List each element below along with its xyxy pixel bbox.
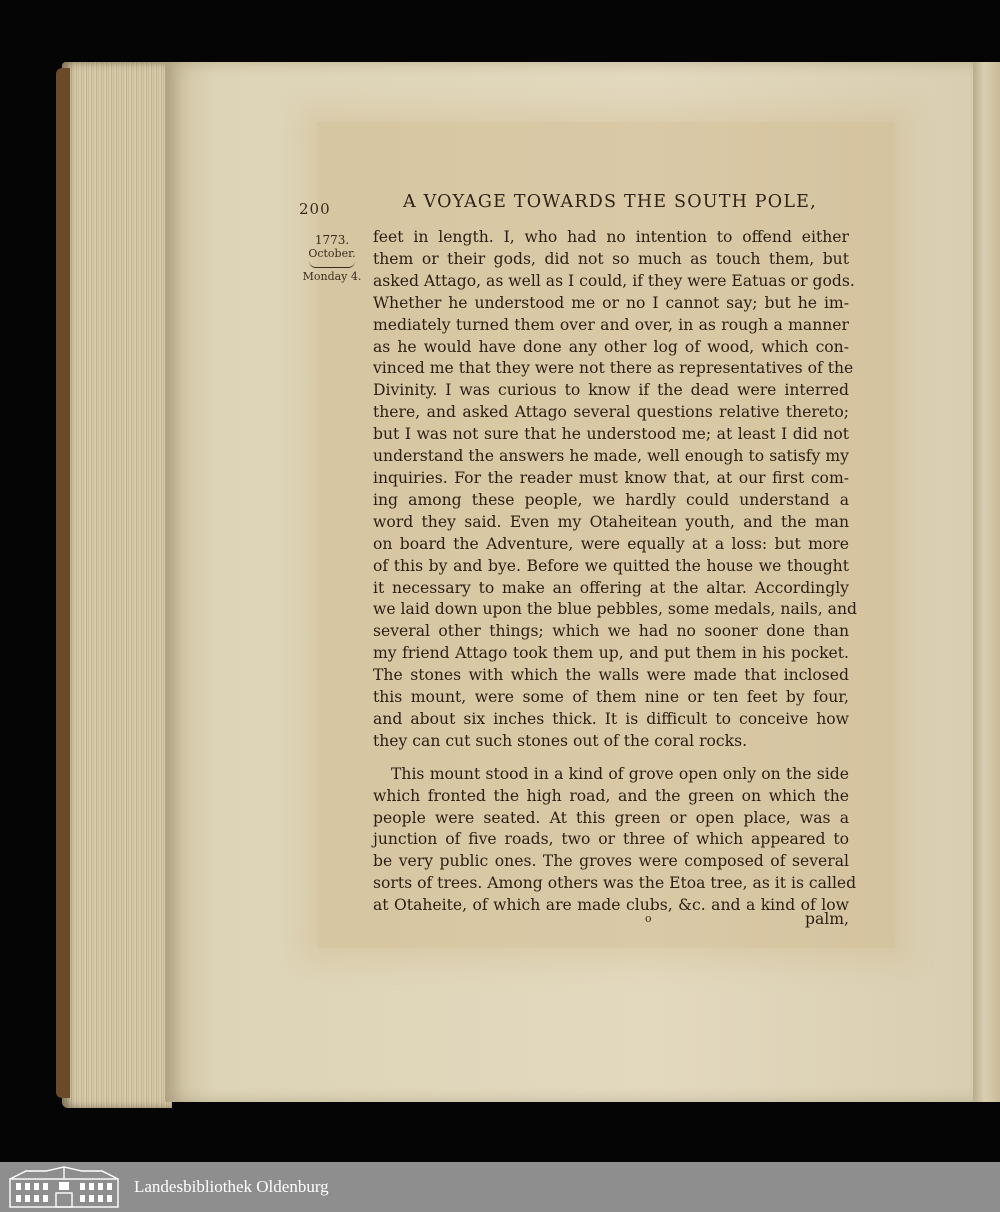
library-name: Landesbibliothek Oldenburg (134, 1177, 329, 1196)
text-line: junction of five roads, two or three of which appeared to (373, 830, 849, 849)
text-line: of this by and bye. Before we quitted the house we thought (373, 556, 849, 575)
text-line: at Otaheite, of which are made clubs, &c. and a kind of low (373, 896, 849, 915)
text-line: understand the answers he made, well enough to satisfy my (373, 447, 849, 466)
catchword: palm, (805, 910, 850, 928)
text-line: we laid down upon the blue pebbles, some medals, nails, and (373, 600, 857, 619)
library-building-icon (6, 1165, 122, 1209)
text-line: feet in length. I, who had no intention to offend either (373, 228, 849, 246)
text-line: Divinity. I was curious to know if the dead were interred (373, 381, 849, 400)
text-line: Whether he understood me or no I cannot say; but he im- (373, 293, 849, 312)
body-text (373, 227, 857, 917)
margin-day: Monday 4. (302, 270, 362, 283)
paragraph-gap (373, 753, 849, 764)
text-line: there, and asked Attago several questions relative thereto; (373, 403, 849, 422)
text-line: The stones with which the walls were made that inclosed (373, 666, 849, 685)
margin-brace (309, 261, 355, 268)
margin-note (299, 234, 365, 283)
facing-page-edge (973, 62, 1000, 1102)
text-line: as he would have done any other log of wood, which con- (373, 337, 849, 356)
text-line: which fronted the high road, and the green on which the (373, 786, 849, 805)
text-line: inquiries. For the reader must know that, at our first com- (373, 468, 849, 487)
text-line: asked Attago, as well as I could, if they were Eatuas or gods. (373, 271, 855, 290)
text-line: it necessary to make an offering at the altar. Accordingly (373, 578, 849, 597)
paragraph-1 (373, 227, 857, 753)
page-content (165, 62, 973, 1102)
text-line: and about six inches thick. It is difficult to conceive how (373, 709, 849, 728)
margin-year: 1773. (314, 233, 350, 247)
text-line: sorts of trees. Among others was the Etoa tree, as it is called (373, 874, 857, 893)
text-line: them or their gods, did not so much as touch them, but (373, 249, 849, 268)
text-line: be very public ones. The groves were composed of several (373, 852, 849, 871)
text-line: this mount, were some of them nine or ten feet by four, (373, 688, 849, 707)
text-line: my friend Attago took them up, and put them in his pocket. (373, 644, 849, 663)
text-line: ing among these people, we hardly could understand a (373, 490, 849, 509)
text-line: This mount stood in a kind of grove open only on the side (391, 764, 849, 783)
book-page-edges (62, 62, 172, 1108)
text-line: word they said. Even my Otaheitean youth, and the man (373, 512, 849, 531)
paragraph-2 (373, 764, 857, 917)
text-line: they can cut such stones out of the coral rocks. (373, 731, 748, 750)
text-line: several other things; which we had no sooner done than (373, 622, 849, 641)
text-line: vinced me that they were not there as representatives of the (373, 359, 854, 378)
margin-month: October. (308, 247, 356, 260)
text-line: on board the Adventure, were equally at a loss: but more (373, 534, 849, 553)
text-line: people were seated. At this green or open place, was a (373, 808, 849, 827)
library-footer (0, 1162, 1000, 1212)
signature-mark: o (645, 912, 652, 925)
text-line: but I was not sure that he understood me; at least I did not (373, 425, 849, 444)
text-line: mediately turned them over and over, in as rough a manner (373, 315, 849, 334)
running-head: A VOYAGE TOWARDS THE SOUTH POLE, (403, 192, 817, 212)
page-number: 200 (299, 200, 331, 218)
